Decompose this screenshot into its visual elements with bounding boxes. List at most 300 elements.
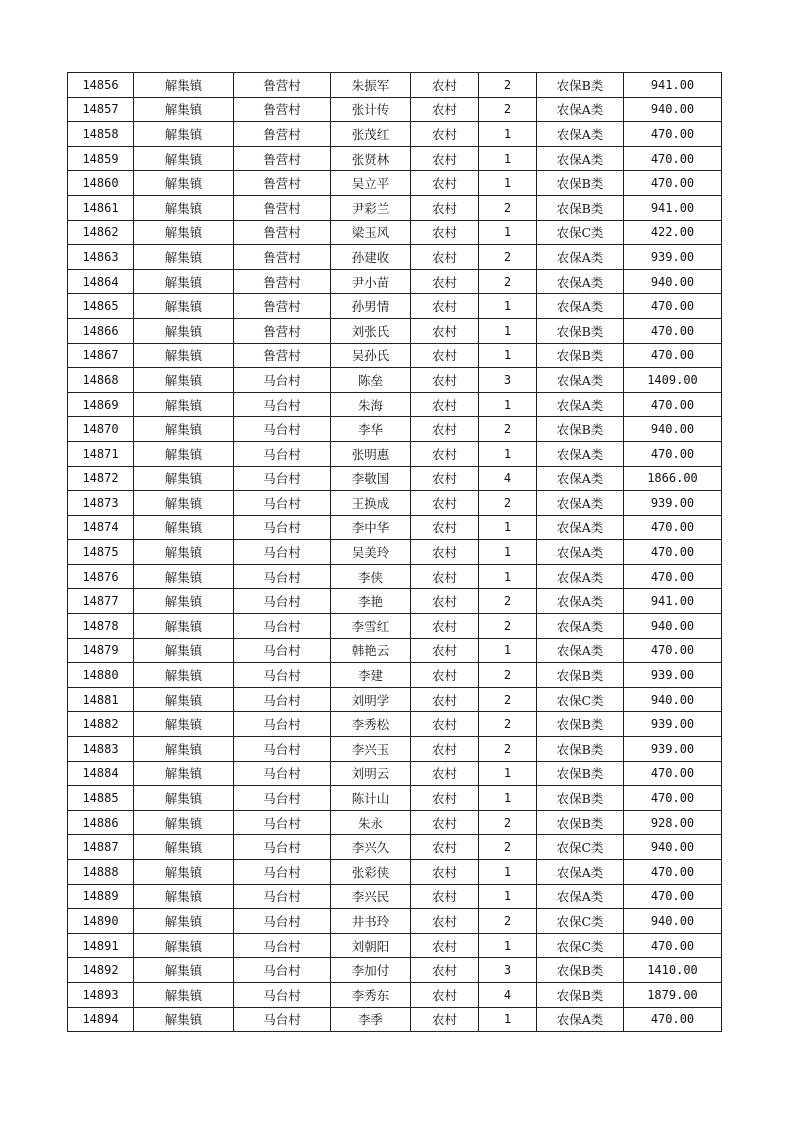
cell-town: 解集镇 (134, 122, 234, 147)
cell-insurance-category: 农保B类 (537, 171, 624, 196)
cell-village: 马台村 (234, 589, 331, 614)
cell-town: 解集镇 (134, 318, 234, 343)
cell-person-count: 1 (479, 860, 537, 885)
cell-person-count: 4 (479, 466, 537, 491)
cell-person-count: 2 (479, 245, 537, 270)
cell-serial-number: 14857 (68, 97, 134, 122)
table-row (68, 687, 722, 712)
table-row (68, 540, 722, 565)
cell-town: 解集镇 (134, 466, 234, 491)
cell-insurance-category: 农保C类 (537, 220, 624, 245)
cell-name: 李敬国 (331, 466, 411, 491)
cell-household-type: 农村 (411, 343, 479, 368)
table-row (68, 1007, 722, 1032)
cell-village: 马台村 (234, 786, 331, 811)
cell-town: 解集镇 (134, 146, 234, 171)
cell-village: 马台村 (234, 712, 331, 737)
cell-serial-number: 14859 (68, 146, 134, 171)
cell-insurance-category: 农保B类 (537, 318, 624, 343)
cell-amount: 939.00 (624, 712, 722, 737)
cell-serial-number: 14876 (68, 564, 134, 589)
cell-village: 鲁营村 (234, 122, 331, 147)
cell-amount: 941.00 (624, 589, 722, 614)
cell-name: 李兴民 (331, 884, 411, 909)
cell-town: 解集镇 (134, 73, 234, 98)
cell-town: 解集镇 (134, 1007, 234, 1032)
table-row (68, 761, 722, 786)
cell-town: 解集镇 (134, 97, 234, 122)
cell-village: 马台村 (234, 860, 331, 885)
cell-village: 马台村 (234, 737, 331, 762)
cell-person-count: 1 (479, 441, 537, 466)
cell-village: 马台村 (234, 614, 331, 639)
cell-village: 马台村 (234, 810, 331, 835)
cell-person-count: 1 (479, 933, 537, 958)
cell-amount: 470.00 (624, 638, 722, 663)
table-row (68, 417, 722, 442)
table-row (68, 909, 722, 934)
cell-person-count: 1 (479, 1007, 537, 1032)
cell-insurance-category: 农保B类 (537, 712, 624, 737)
cell-insurance-category: 农保B类 (537, 737, 624, 762)
cell-village: 马台村 (234, 441, 331, 466)
cell-amount: 939.00 (624, 245, 722, 270)
cell-amount: 470.00 (624, 171, 722, 196)
table-row (68, 884, 722, 909)
cell-household-type: 农村 (411, 392, 479, 417)
cell-town: 解集镇 (134, 171, 234, 196)
cell-name: 李兴玉 (331, 737, 411, 762)
cell-name: 刘明云 (331, 761, 411, 786)
cell-amount: 470.00 (624, 761, 722, 786)
cell-town: 解集镇 (134, 589, 234, 614)
cell-serial-number: 14882 (68, 712, 134, 737)
table-row (68, 368, 722, 393)
table-row (68, 392, 722, 417)
cell-serial-number: 14894 (68, 1007, 134, 1032)
cell-household-type: 农村 (411, 97, 479, 122)
cell-insurance-category: 农保B类 (537, 343, 624, 368)
cell-amount: 470.00 (624, 1007, 722, 1032)
cell-person-count: 2 (479, 589, 537, 614)
cell-household-type: 农村 (411, 663, 479, 688)
cell-name: 王换成 (331, 491, 411, 516)
cell-person-count: 2 (479, 737, 537, 762)
cell-person-count: 4 (479, 982, 537, 1007)
cell-village: 马台村 (234, 761, 331, 786)
cell-serial-number: 14879 (68, 638, 134, 663)
cell-serial-number: 14891 (68, 933, 134, 958)
cell-person-count: 1 (479, 171, 537, 196)
cell-serial-number: 14880 (68, 663, 134, 688)
cell-name: 韩艳云 (331, 638, 411, 663)
cell-amount: 470.00 (624, 540, 722, 565)
cell-insurance-category: 农保A类 (537, 97, 624, 122)
cell-household-type: 农村 (411, 958, 479, 983)
table-row (68, 269, 722, 294)
cell-village: 马台村 (234, 933, 331, 958)
cell-household-type: 农村 (411, 122, 479, 147)
cell-household-type: 农村 (411, 786, 479, 811)
cell-household-type: 农村 (411, 269, 479, 294)
table-row (68, 663, 722, 688)
cell-person-count: 2 (479, 491, 537, 516)
cell-amount: 470.00 (624, 294, 722, 319)
table-row (68, 712, 722, 737)
cell-name: 刘明学 (331, 687, 411, 712)
cell-insurance-category: 农保B类 (537, 663, 624, 688)
cell-name: 张明惠 (331, 441, 411, 466)
cell-serial-number: 14892 (68, 958, 134, 983)
cell-name: 陈计山 (331, 786, 411, 811)
cell-insurance-category: 农保A类 (537, 515, 624, 540)
cell-insurance-category: 农保A类 (537, 245, 624, 270)
cell-serial-number: 14893 (68, 982, 134, 1007)
cell-town: 解集镇 (134, 786, 234, 811)
cell-name: 张贤林 (331, 146, 411, 171)
cell-name: 孙建收 (331, 245, 411, 270)
cell-household-type: 农村 (411, 368, 479, 393)
cell-amount: 422.00 (624, 220, 722, 245)
cell-household-type: 农村 (411, 564, 479, 589)
cell-town: 解集镇 (134, 294, 234, 319)
cell-village: 马台村 (234, 392, 331, 417)
cell-household-type: 农村 (411, 294, 479, 319)
cell-town: 解集镇 (134, 220, 234, 245)
cell-serial-number: 14865 (68, 294, 134, 319)
cell-serial-number: 14874 (68, 515, 134, 540)
cell-amount: 470.00 (624, 860, 722, 885)
cell-insurance-category: 农保C类 (537, 835, 624, 860)
cell-serial-number: 14862 (68, 220, 134, 245)
cell-town: 解集镇 (134, 417, 234, 442)
cell-household-type: 农村 (411, 515, 479, 540)
cell-village: 鲁营村 (234, 245, 331, 270)
cell-household-type: 农村 (411, 1007, 479, 1032)
cell-amount: 939.00 (624, 737, 722, 762)
cell-household-type: 农村 (411, 712, 479, 737)
cell-serial-number: 14858 (68, 122, 134, 147)
cell-household-type: 农村 (411, 195, 479, 220)
cell-amount: 470.00 (624, 318, 722, 343)
cell-person-count: 2 (479, 269, 537, 294)
cell-insurance-category: 农保A类 (537, 392, 624, 417)
table-row (68, 220, 722, 245)
cell-insurance-category: 农保A类 (537, 122, 624, 147)
cell-amount: 470.00 (624, 564, 722, 589)
cell-person-count: 1 (479, 884, 537, 909)
cell-amount: 470.00 (624, 515, 722, 540)
cell-serial-number: 14885 (68, 786, 134, 811)
cell-person-count: 2 (479, 614, 537, 639)
cell-village: 鲁营村 (234, 343, 331, 368)
cell-person-count: 2 (479, 73, 537, 98)
cell-village: 马台村 (234, 515, 331, 540)
cell-insurance-category: 农保A类 (537, 146, 624, 171)
cell-person-count: 2 (479, 97, 537, 122)
cell-insurance-category: 农保C类 (537, 933, 624, 958)
cell-town: 解集镇 (134, 835, 234, 860)
cell-amount: 940.00 (624, 835, 722, 860)
cell-person-count: 1 (479, 786, 537, 811)
cell-person-count: 1 (479, 146, 537, 171)
cell-town: 解集镇 (134, 810, 234, 835)
cell-village: 马台村 (234, 466, 331, 491)
cell-town: 解集镇 (134, 663, 234, 688)
cell-village: 鲁营村 (234, 73, 331, 98)
cell-town: 解集镇 (134, 614, 234, 639)
table-row (68, 638, 722, 663)
cell-town: 解集镇 (134, 712, 234, 737)
cell-name: 李秀松 (331, 712, 411, 737)
cell-amount: 470.00 (624, 146, 722, 171)
cell-serial-number: 14881 (68, 687, 134, 712)
cell-person-count: 2 (479, 909, 537, 934)
table-row (68, 860, 722, 885)
cell-insurance-category: 农保A类 (537, 884, 624, 909)
cell-insurance-category: 农保A类 (537, 614, 624, 639)
cell-insurance-category: 农保A类 (537, 466, 624, 491)
cell-insurance-category: 农保A类 (537, 1007, 624, 1032)
table-row (68, 318, 722, 343)
cell-name: 李雪红 (331, 614, 411, 639)
cell-household-type: 农村 (411, 687, 479, 712)
table-row (68, 245, 722, 270)
cell-village: 马台村 (234, 564, 331, 589)
cell-town: 解集镇 (134, 269, 234, 294)
cell-village: 鲁营村 (234, 318, 331, 343)
cell-town: 解集镇 (134, 564, 234, 589)
cell-person-count: 3 (479, 958, 537, 983)
cell-name: 张计传 (331, 97, 411, 122)
cell-name: 朱永 (331, 810, 411, 835)
cell-person-count: 2 (479, 810, 537, 835)
cell-amount: 940.00 (624, 909, 722, 934)
cell-serial-number: 14883 (68, 737, 134, 762)
cell-person-count: 1 (479, 638, 537, 663)
cell-person-count: 1 (479, 122, 537, 147)
table-row (68, 835, 722, 860)
cell-name: 李季 (331, 1007, 411, 1032)
cell-insurance-category: 农保C类 (537, 687, 624, 712)
cell-serial-number: 14875 (68, 540, 134, 565)
table-row (68, 515, 722, 540)
cell-amount: 470.00 (624, 441, 722, 466)
cell-town: 解集镇 (134, 909, 234, 934)
cell-amount: 470.00 (624, 786, 722, 811)
table-row (68, 97, 722, 122)
cell-amount: 470.00 (624, 122, 722, 147)
cell-amount: 940.00 (624, 687, 722, 712)
cell-person-count: 1 (479, 220, 537, 245)
table-body (68, 73, 722, 1032)
cell-household-type: 农村 (411, 835, 479, 860)
cell-village: 马台村 (234, 884, 331, 909)
cell-person-count: 2 (479, 195, 537, 220)
cell-insurance-category: 农保A类 (537, 638, 624, 663)
cell-name: 李中华 (331, 515, 411, 540)
cell-town: 解集镇 (134, 884, 234, 909)
cell-insurance-category: 农保B类 (537, 786, 624, 811)
cell-name: 吴立平 (331, 171, 411, 196)
table-row (68, 737, 722, 762)
cell-serial-number: 14867 (68, 343, 134, 368)
cell-person-count: 1 (479, 540, 537, 565)
cell-town: 解集镇 (134, 958, 234, 983)
cell-amount: 470.00 (624, 392, 722, 417)
cell-insurance-category: 农保B类 (537, 195, 624, 220)
cell-amount: 941.00 (624, 195, 722, 220)
cell-serial-number: 14873 (68, 491, 134, 516)
cell-insurance-category: 农保A类 (537, 589, 624, 614)
cell-village: 马台村 (234, 663, 331, 688)
cell-person-count: 1 (479, 392, 537, 417)
cell-household-type: 农村 (411, 638, 479, 663)
cell-insurance-category: 农保C类 (537, 909, 624, 934)
cell-household-type: 农村 (411, 491, 479, 516)
cell-amount: 1879.00 (624, 982, 722, 1007)
cell-amount: 940.00 (624, 614, 722, 639)
cell-household-type: 农村 (411, 982, 479, 1007)
cell-town: 解集镇 (134, 638, 234, 663)
table-row (68, 933, 722, 958)
cell-amount: 470.00 (624, 933, 722, 958)
cell-village: 马台村 (234, 835, 331, 860)
cell-village: 马台村 (234, 909, 331, 934)
cell-person-count: 1 (479, 343, 537, 368)
table-row (68, 786, 722, 811)
cell-name: 张茂红 (331, 122, 411, 147)
cell-name: 朱振军 (331, 73, 411, 98)
cell-serial-number: 14888 (68, 860, 134, 885)
table-row (68, 441, 722, 466)
cell-amount: 1866.00 (624, 466, 722, 491)
cell-person-count: 1 (479, 515, 537, 540)
cell-household-type: 农村 (411, 220, 479, 245)
table-row (68, 810, 722, 835)
cell-serial-number: 14889 (68, 884, 134, 909)
cell-village: 鲁营村 (234, 146, 331, 171)
cell-town: 解集镇 (134, 343, 234, 368)
cell-name: 李秀东 (331, 982, 411, 1007)
cell-village: 马台村 (234, 1007, 331, 1032)
cell-serial-number: 14866 (68, 318, 134, 343)
cell-amount: 939.00 (624, 491, 722, 516)
cell-household-type: 农村 (411, 761, 479, 786)
cell-name: 陈垒 (331, 368, 411, 393)
cell-insurance-category: 农保B类 (537, 73, 624, 98)
records-table (67, 72, 722, 1032)
cell-person-count: 2 (479, 712, 537, 737)
cell-household-type: 农村 (411, 417, 479, 442)
cell-amount: 940.00 (624, 97, 722, 122)
cell-person-count: 2 (479, 663, 537, 688)
cell-serial-number: 14871 (68, 441, 134, 466)
cell-insurance-category: 农保A类 (537, 269, 624, 294)
cell-village: 鲁营村 (234, 195, 331, 220)
cell-village: 马台村 (234, 417, 331, 442)
cell-household-type: 农村 (411, 318, 479, 343)
cell-serial-number: 14860 (68, 171, 134, 196)
cell-town: 解集镇 (134, 860, 234, 885)
cell-amount: 470.00 (624, 884, 722, 909)
cell-town: 解集镇 (134, 687, 234, 712)
cell-village: 马台村 (234, 368, 331, 393)
cell-town: 解集镇 (134, 737, 234, 762)
cell-person-count: 1 (479, 761, 537, 786)
cell-insurance-category: 农保A类 (537, 860, 624, 885)
cell-person-count: 1 (479, 318, 537, 343)
cell-household-type: 农村 (411, 884, 479, 909)
cell-town: 解集镇 (134, 392, 234, 417)
cell-town: 解集镇 (134, 933, 234, 958)
cell-amount: 1409.00 (624, 368, 722, 393)
cell-name: 李加付 (331, 958, 411, 983)
cell-serial-number: 14872 (68, 466, 134, 491)
cell-town: 解集镇 (134, 368, 234, 393)
cell-serial-number: 14870 (68, 417, 134, 442)
cell-person-count: 2 (479, 835, 537, 860)
cell-insurance-category: 农保B类 (537, 982, 624, 1007)
cell-name: 李艳 (331, 589, 411, 614)
table-row (68, 564, 722, 589)
cell-village: 马台村 (234, 540, 331, 565)
cell-amount: 1410.00 (624, 958, 722, 983)
cell-serial-number: 14868 (68, 368, 134, 393)
cell-serial-number: 14887 (68, 835, 134, 860)
cell-amount: 470.00 (624, 343, 722, 368)
cell-serial-number: 14877 (68, 589, 134, 614)
cell-village: 鲁营村 (234, 294, 331, 319)
cell-name: 李侠 (331, 564, 411, 589)
cell-serial-number: 14884 (68, 761, 134, 786)
cell-town: 解集镇 (134, 540, 234, 565)
cell-household-type: 农村 (411, 466, 479, 491)
cell-name: 李兴久 (331, 835, 411, 860)
table-row (68, 491, 722, 516)
cell-household-type: 农村 (411, 810, 479, 835)
cell-person-count: 1 (479, 294, 537, 319)
cell-village: 马台村 (234, 982, 331, 1007)
cell-household-type: 农村 (411, 589, 479, 614)
cell-amount: 939.00 (624, 663, 722, 688)
table-row (68, 589, 722, 614)
cell-village: 马台村 (234, 958, 331, 983)
table-row (68, 146, 722, 171)
table-row (68, 343, 722, 368)
table-row (68, 614, 722, 639)
cell-name: 刘朝阳 (331, 933, 411, 958)
cell-amount: 940.00 (624, 269, 722, 294)
cell-insurance-category: 农保A类 (537, 540, 624, 565)
cell-insurance-category: 农保A类 (537, 294, 624, 319)
cell-insurance-category: 农保B类 (537, 761, 624, 786)
cell-person-count: 1 (479, 564, 537, 589)
cell-household-type: 农村 (411, 737, 479, 762)
cell-name: 梁玉风 (331, 220, 411, 245)
cell-household-type: 农村 (411, 441, 479, 466)
cell-amount: 928.00 (624, 810, 722, 835)
cell-person-count: 3 (479, 368, 537, 393)
cell-insurance-category: 农保A类 (537, 564, 624, 589)
table-row (68, 171, 722, 196)
cell-name: 刘张氏 (331, 318, 411, 343)
cell-insurance-category: 农保B类 (537, 417, 624, 442)
cell-village: 鲁营村 (234, 171, 331, 196)
cell-insurance-category: 农保A类 (537, 491, 624, 516)
cell-name: 李建 (331, 663, 411, 688)
cell-serial-number: 14863 (68, 245, 134, 270)
